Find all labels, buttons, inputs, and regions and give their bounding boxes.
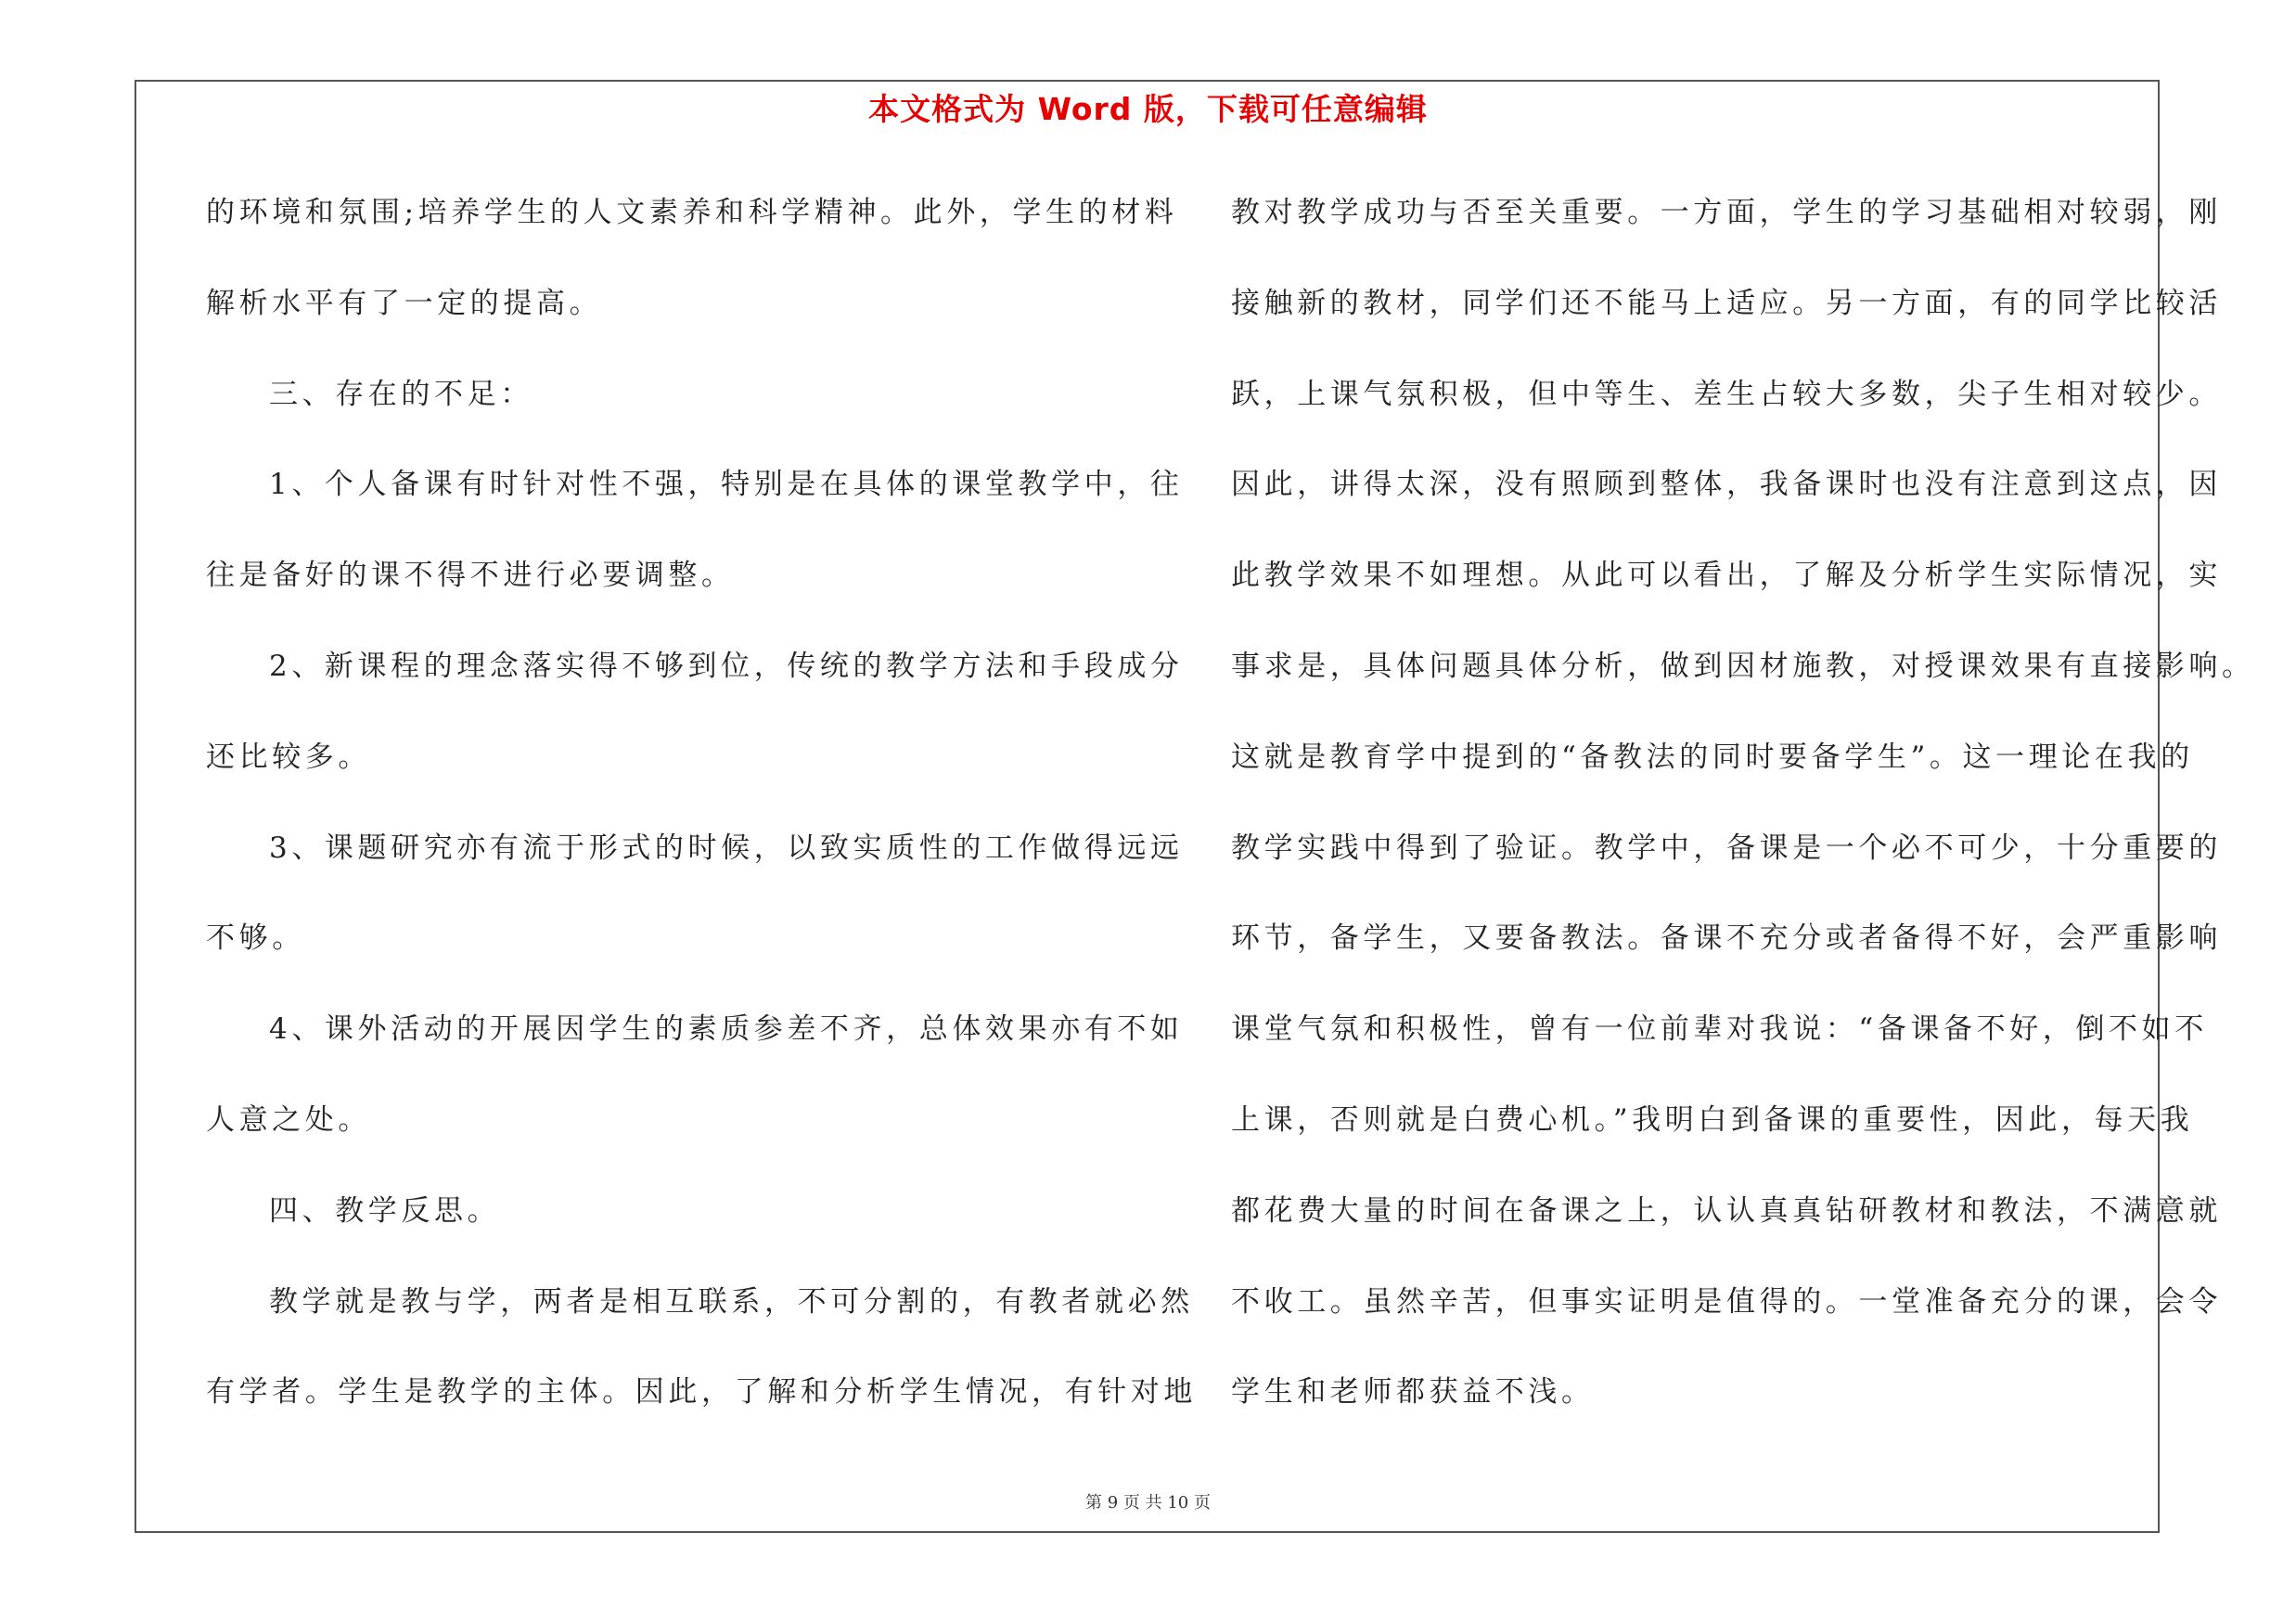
right-line-5: 此教学效果不如理想。从此可以看出，了解及分析学生实际情况，实: [1231, 559, 2222, 593]
left-column: [206, 181, 1197, 1451]
right-line-12: 都花费大量的时间在备课之上，认认真真钻研教材和教法，不满意就: [1231, 1193, 2222, 1228]
left-line-5: 往是备好的课不得不进行必要调整。: [206, 559, 735, 593]
right-line-1: 教对教学成功与否至关重要。一方面，学生的学习基础相对较弱，刚: [1231, 196, 2222, 229]
right-line-2: 接触新的教材，同学们还不能马上适应。另一方面，有的同学比较活: [1231, 286, 2222, 320]
left-line-10: 4、课外活动的开展因学生的素质参差不齐，总体效果亦有不如: [269, 1012, 1184, 1047]
right-line-7: 这就是教育学中提到的“备教法的同时要备学生”。这一理论在我的: [1231, 740, 2194, 774]
left-line-14: 有学者。学生是教学的主体。因此，了解和分析学生情况，有针对地: [206, 1375, 1197, 1410]
left-line-9: 不够。: [206, 921, 305, 956]
left-line-13: 教学就是教与学，两者是相互联系，不可分割的，有教者就必然: [269, 1284, 1194, 1319]
left-line-8: 3、课题研究亦有流于形式的时候，以致实质性的工作做得远远: [269, 831, 1184, 865]
left-line-1: 的环境和氛围;培养学生的人文素养和科学精神。此外，学生的材料: [206, 196, 1178, 229]
right-line-9: 环节，备学生，又要备教法。备课不充分或者备得不好，会严重影响: [1231, 921, 2222, 956]
right-line-6: 事求是，具体问题具体分析，做到因材施教，对授课效果有直接影响。: [1231, 649, 2255, 683]
right-line-11: 上课，否则就是白费心机。”我明白到备课的重要性，因此，每天我: [1231, 1102, 2194, 1137]
section-heading-shortcomings: 三、存在的不足：: [269, 377, 533, 411]
editable-banner: 本文格式为 Word 版，下载可任意编辑: [868, 91, 1428, 127]
right-line-3: 跃，上课气氛积极，但中等生、差生占较大多数，尖子生相对较少。: [1231, 377, 2222, 411]
right-line-14: 学生和老师都获益不浅。: [1231, 1375, 1595, 1410]
left-line-7: 还比较多。: [206, 740, 371, 774]
left-line-6: 2、新课程的理念落实得不够到位，传统的教学方法和手段成分: [269, 649, 1184, 683]
right-line-10: 课堂气氛和积极性，曾有一位前辈对我说：“备课备不好，倒不如不: [1231, 1012, 2208, 1047]
left-line-11: 人意之处。: [206, 1102, 371, 1137]
left-line-2: 解析水平有了一定的提高。: [206, 286, 603, 320]
right-line-8: 教学实践中得到了验证。教学中，备课是一个必不可少，十分重要的: [1231, 831, 2222, 865]
section-heading-reflection: 四、教学反思。: [269, 1193, 501, 1228]
left-line-4: 1、个人备课有时针对性不强，特别是在具体的课堂教学中，往: [269, 468, 1184, 502]
right-line-13: 不收工。虽然辛苦，但事实证明是值得的。一堂准备充分的课，会令: [1231, 1284, 2222, 1319]
right-column: [1231, 181, 2255, 1451]
right-line-4: 因此，讲得太深，没有照顾到整体，我备课时也没有注意到这点，因: [1231, 468, 2222, 502]
page-number: 第 9 页 共 10 页: [1085, 1493, 1211, 1513]
